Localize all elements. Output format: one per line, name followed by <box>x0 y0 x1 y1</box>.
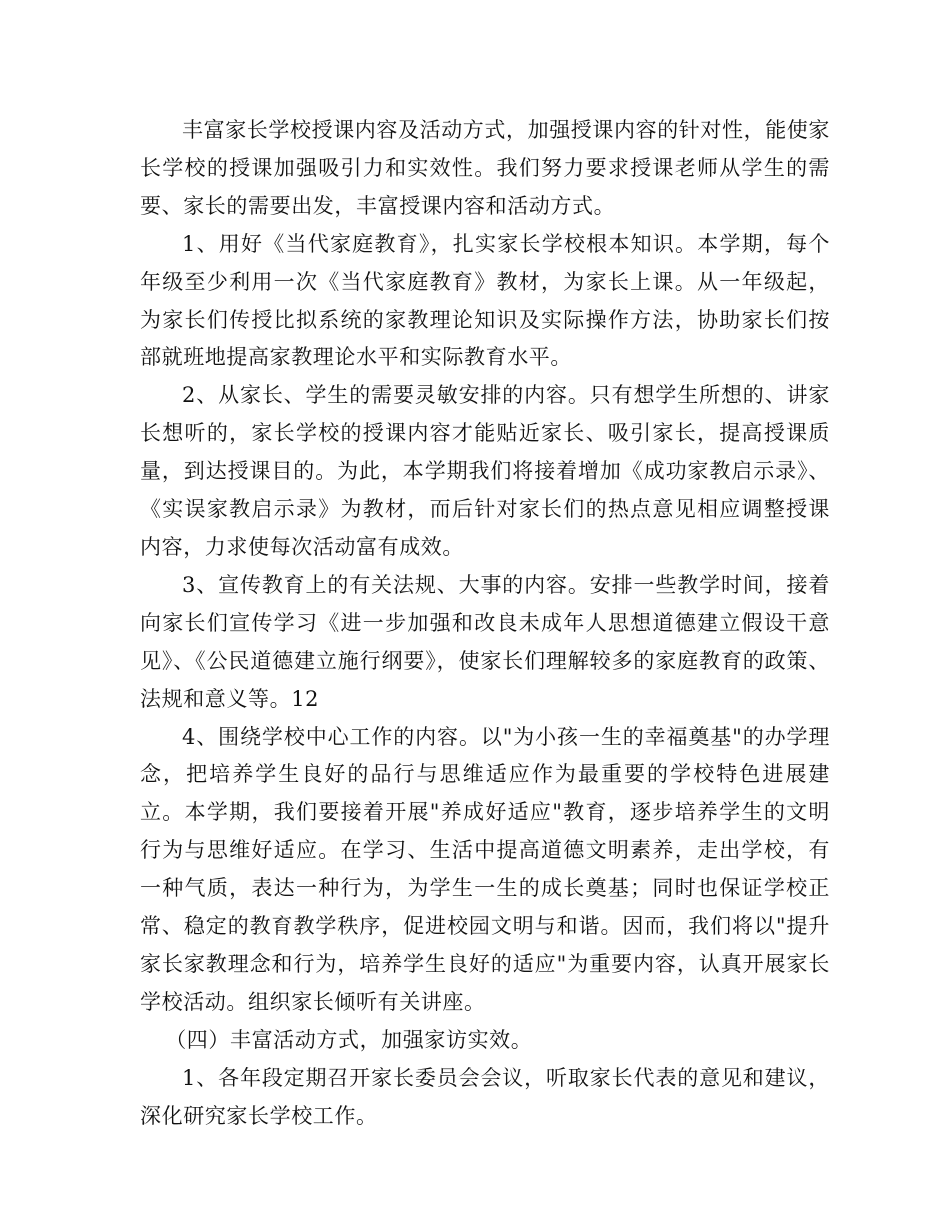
paragraph-section-4-item-1: 1、各年段定期召开家长委员会会议，听取家长代表的意见和建议，深化研究家长学校工作。 <box>140 1065 830 1128</box>
paragraph-item-4: 4、围绕学校中心工作的内容。以"为小孩一生的幸福奠基"的办学理念，把培养学生良好的品行与思维适应作为最重要的学校特色进展建立。本学期，我们要接着开展"养成好适应"教育，逐步培养学生的文明行为与思维好适应。在学习、生活中提高道德文明素养，走出学校，有一种气质，表达一种行为，为学生一生的成长奠基；同时也保证学校正常、稳定的教育教学秩序，促进校园文明与和谐。因而，我们将以"提升家长家教理念和行为，培养学生良好的适应"为重要内容，认真开展家长学校活动。组织家长倾听有关讲座。 <box>140 724 830 1014</box>
section-heading-4: （四）丰富活动方式，加强家访实效。 <box>165 1027 533 1052</box>
paragraph-item-3: 3、宣传教育上的有关法规、大事的内容。安排一些教学时间，接着向家长们宣传学习《进一步加强和改良未成年人思想道德建立假设干意见》、《公民道德建立施行纲要》，使家长们理解较多的家庭教育的政策、法规和意义等。12 <box>140 572 830 711</box>
document-body <box>140 112 830 1135</box>
paragraph-item-2: 2、从家长、学生的需要灵敏安排的内容。只有想学生所想的、讲家长想听的，家长学校的授课内容才能贴近家长、吸引家长，提高授课质量，到达授课目的。为此，本学期我们将接着增加《成功家教启示录》、《实误家教启示录》为教材，而后针对家长们的热点意见相应调整授课内容，力求使每次活动富有成效。 <box>140 383 830 559</box>
paragraph-item-1: 1、用好《当代家庭教育》，扎实家长学校根本知识。本学期，每个年级至少利用一次《当代家庭教育》教材，为家长上课。从一年级起，为家长们传授比拟系统的家教理论知识及实际操作方法，协助家长们按部就班地提高家教理论水平和实际教育水平。 <box>140 231 830 370</box>
paragraph-intro: 丰富家长学校授课内容及活动方式，加强授课内容的针对性，能使家长学校的授课加强吸引力和实效性。我们努力要求授课老师从学生的需要、家长的需要出发，丰富授课内容和活动方式。 <box>140 118 830 218</box>
